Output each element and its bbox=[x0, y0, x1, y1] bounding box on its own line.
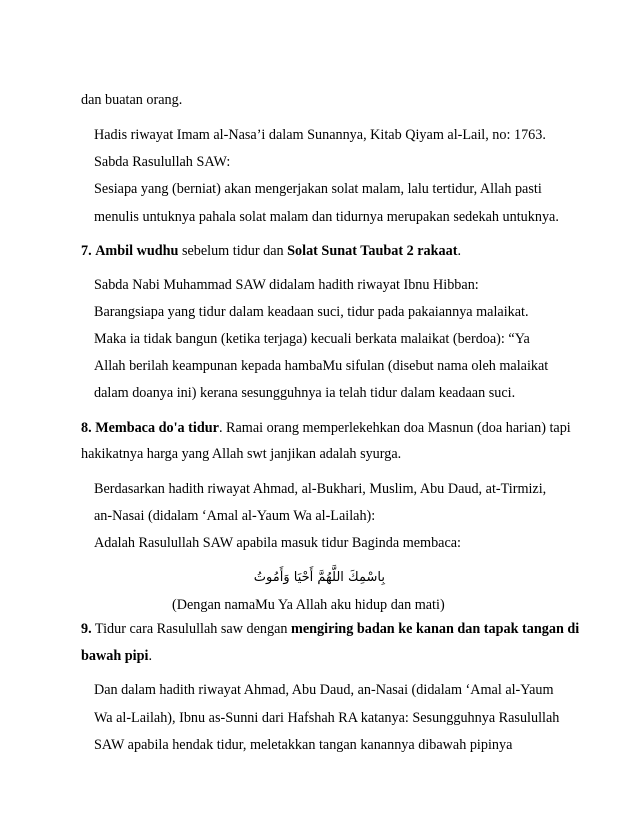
text-fragment: Tidur cara Rasulullah saw dengan bbox=[91, 621, 292, 637]
text-fragment: . bbox=[457, 243, 461, 259]
text-line: Maka ia tidak bangun (ketika terjaga) kecuali berkata malaikat (berdoa): “Ya bbox=[94, 331, 530, 347]
text-line: SAW apabila hendak tidur, meletakkan tangan kanannya dibawah pipinya bbox=[94, 737, 513, 753]
bold-phrase: 8. Membaca do'a tidur bbox=[81, 420, 219, 436]
text-line: Dan dalam hadith riwayat Ahmad, Abu Daud, an-Nasai (didalam ‘Amal al-Yaum bbox=[94, 682, 554, 698]
text-fragment: sebelum tidur dan bbox=[178, 243, 288, 259]
text-fragment: . bbox=[148, 648, 152, 664]
text-line: Allah berilah keampunan kepada hambaMu sifulan (disebut nama oleh malaikat bbox=[94, 358, 549, 374]
section-heading-7 bbox=[81, 242, 461, 260]
text-line: Berdasarkan hadith riwayat Ahmad, al-Bukhari, Muslim, Abu Daud, at-Tirmizi, bbox=[94, 481, 547, 497]
section-heading-9 bbox=[81, 620, 579, 638]
text-line: Sabda Rasulullah SAW: bbox=[94, 154, 231, 170]
text-line: an-Nasai (didalam ‘Amal al-Yaum Wa al-Lailah): bbox=[94, 508, 376, 524]
text-line: Adalah Rasulullah SAW apabila masuk tidur Baginda membaca: bbox=[94, 535, 461, 551]
text-line: Sesiapa yang (berniat) akan mengerjakan solat malam, lalu tertidur, Allah pasti bbox=[94, 181, 542, 197]
section-heading-8 bbox=[81, 419, 571, 437]
section-heading-9-cont bbox=[81, 647, 152, 665]
text-line: hakikatnya harga yang Allah swt janjikan adalah syurga. bbox=[81, 446, 402, 462]
text-fragment: . Ramai orang memperlekehkan doa Masnun (doa harian) tapi bbox=[218, 420, 571, 436]
bold-phrase: Solat Sunat Taubat 2 rakaat bbox=[287, 243, 458, 259]
text-line: Barangsiapa yang tidur dalam keadaan suci, tidur pada pakaiannya malaikat. bbox=[94, 304, 529, 320]
text-line: dalam doanya ini) kerana sesungguhnya ia telah tidur dalam keadaan suci. bbox=[94, 385, 516, 401]
text-line: menulis untuknya pahala solat malam dan tidurnya merupakan sedekah untuknya. bbox=[94, 209, 559, 225]
text-line: Hadis riwayat Imam al-Nasa’i dalam Sunannya, Kitab Qiyam al-Lail, no: 1763. bbox=[94, 127, 546, 143]
text-line: dan buatan orang. bbox=[81, 92, 183, 108]
dua-translation: (Dengan namaMu Ya Allah aku hidup dan mati) bbox=[172, 597, 445, 613]
bold-phrase: Ambil wudhu bbox=[95, 243, 179, 259]
item-number: 9. bbox=[81, 621, 92, 637]
bold-phrase: bawah pipi bbox=[81, 648, 149, 664]
item-number: 7. bbox=[81, 243, 92, 259]
text-line: Sabda Nabi Muhammad SAW didalam hadith riwayat Ibnu Hibban: bbox=[94, 277, 479, 293]
arabic-dua: بِاسْمِكَ اللَّهُمَّ أَحْيَا وَأَمُوتُ bbox=[253, 570, 385, 585]
text-line: Wa al-Lailah), Ibnu as-Sunni dari Hafshah RA katanya: Sesungguhnya Rasulullah bbox=[94, 710, 560, 726]
bold-phrase: mengiring badan ke kanan dan tapak tangan di bbox=[291, 621, 580, 637]
